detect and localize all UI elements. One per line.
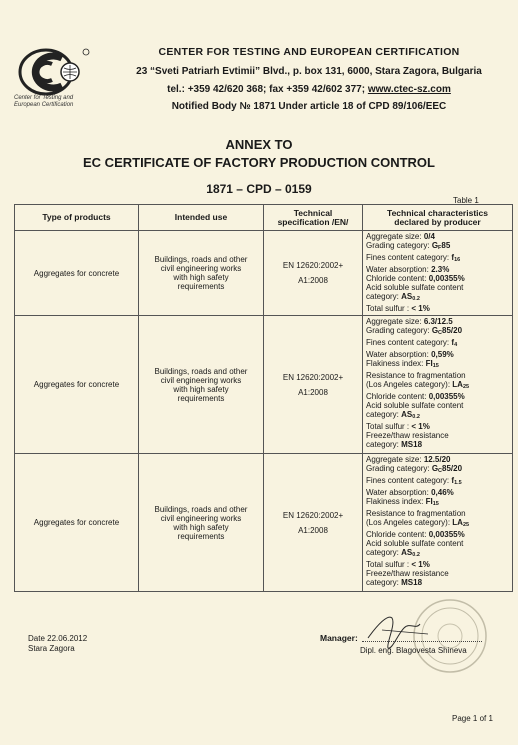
char-resistance: Resistance to fragmentation <box>366 371 466 380</box>
org-address: 23 “Sveti Patriarh Evtimii” Blvd., p. box 131, 6000, Stara Zagora, Bulgaria <box>136 66 482 77</box>
manager-signature <box>358 604 448 652</box>
header-char-line-1: Technical characteristics <box>387 207 488 218</box>
char-water: Water absorption: 2.3% <box>366 265 450 274</box>
char-la: (Los Angeles category): LA25 <box>366 518 470 528</box>
logo-caption-line-1: Center for Testing and <box>14 95 74 101</box>
page-number: Page 1 of 1 <box>452 714 493 723</box>
website-link[interactable]: www.ctec-sz.com <box>367 84 451 95</box>
char-fines: Fines content category: f1.5 <box>366 476 462 486</box>
logo-caption <box>14 95 73 109</box>
spec-line-2: A1:2008 <box>298 387 328 397</box>
spec-cell <box>264 231 363 316</box>
org-name: CENTER FOR TESTING AND EUROPEAN CERTIFICATION <box>158 46 460 58</box>
char-sulfur: Total sulfur : < 1% <box>366 560 430 569</box>
use-line: requirements <box>177 282 225 291</box>
use-line: civil engineering works <box>160 513 242 523</box>
header-spec-line-2: specification /EN/ <box>277 216 349 227</box>
spec-cell <box>264 454 363 592</box>
contact-phone-fax: tel.: +359 42/620 368; fax +359 42/602 377; <box>167 84 368 95</box>
char-aggregate-size: Aggregate size: 12.5/20 <box>366 455 451 464</box>
annex-title: ANNEX TO <box>225 137 293 152</box>
intended-use-cell <box>139 316 264 454</box>
spec-line-1: EN 12620:2002+ <box>282 510 344 520</box>
char-chloride: Chloride content: 0,00355% <box>366 274 465 283</box>
characteristics-cell <box>363 454 513 592</box>
issue-date: Date 22.06.2012 <box>28 634 88 643</box>
products-table <box>14 204 513 592</box>
char-freeze: Freeze/thaw resistance <box>366 431 449 440</box>
char-aggregate-size: Aggregate size: 6.3/12.5 <box>366 317 453 326</box>
characteristics-cell <box>363 316 513 454</box>
char-chloride: Chloride content: 0,00355% <box>366 530 465 539</box>
use-line: with high safety <box>173 273 229 282</box>
char-water: Water absorption: 0,46% <box>366 488 454 497</box>
char-grading: Grading category: GC85/20 <box>366 326 463 336</box>
char-freeze-cat: category: MS18 <box>366 578 423 587</box>
table-row <box>15 231 513 316</box>
logo-caption-line-2: European Certification <box>14 102 74 108</box>
notified-body: Notified Body № 1871 Under article 18 of CPD 89/106/EEC <box>171 101 447 112</box>
spec-line-1: EN 12620:2002+ <box>282 261 344 270</box>
spec-line-1: EN 12620:2002+ <box>282 372 344 382</box>
use-line: requirements <box>177 393 225 403</box>
char-water: Water absorption: 0,59% <box>366 350 454 359</box>
spec-cell <box>264 316 363 454</box>
issue-date-block <box>28 634 87 654</box>
use-line: civil engineering works <box>160 375 242 385</box>
table-header-row <box>15 205 513 231</box>
table-row <box>15 454 513 592</box>
use-line: Buildings, roads and other <box>154 504 248 514</box>
header-spec-line-1: Technical <box>293 207 333 218</box>
use-line: requirements <box>177 531 225 541</box>
char-aggregate-size: Aggregate size: 0/4 <box>366 232 435 241</box>
char-acid-2: category: AS0.2 <box>366 292 420 302</box>
use-line: Buildings, roads and other <box>154 255 248 264</box>
header-spec <box>264 205 363 231</box>
spec-line-2: A1:2008 <box>298 276 328 285</box>
header-type: Type of products <box>15 205 139 231</box>
char-sulfur: Total sulfur : < 1% <box>366 422 430 431</box>
product-type-cell: Aggregates for concrete <box>15 231 139 316</box>
char-grading: Grading category: GF85 <box>366 241 451 251</box>
use-line: with high safety <box>173 384 229 394</box>
org-contact <box>100 84 518 95</box>
use-line: civil engineering works <box>160 264 242 273</box>
intended-use-cell <box>139 231 264 316</box>
char-flakiness: Flakiness index: FI15 <box>366 359 439 369</box>
spec-line-2: A1:2008 <box>298 525 328 535</box>
char-la: (Los Angeles category): LA25 <box>366 380 470 390</box>
char-flakiness: Flakiness index: FI15 <box>366 497 439 507</box>
char-acid-1: Acid soluble sulfate content <box>366 539 464 548</box>
char-acid-1: Acid soluble sulfate content <box>366 401 464 410</box>
char-sulfur: Total sulfur : < 1% <box>366 304 430 313</box>
manager-name: Dipl. eng. Blagovesta Shineva <box>360 646 467 655</box>
use-line: Buildings, roads and other <box>154 366 248 376</box>
char-acid-2: category: AS0.2 <box>366 548 420 558</box>
header-use: Intended use <box>139 205 264 231</box>
char-freeze: Freeze/thaw resistance <box>366 569 449 578</box>
header-characteristics <box>363 205 513 231</box>
characteristics-cell <box>363 231 513 316</box>
manager-label: Manager: <box>320 633 358 643</box>
header-char-line-2: declared by producer <box>394 216 481 227</box>
product-type-cell: Aggregates for concrete <box>15 316 139 454</box>
char-grading: Grading category: GC85/20 <box>366 464 463 474</box>
table-row <box>15 316 513 454</box>
certificate-title: EC CERTIFICATE OF FACTORY PRODUCTION CONTROL <box>83 155 435 170</box>
char-chloride: Chloride content: 0,00355% <box>366 392 465 401</box>
char-fines: Fines content category: f16 <box>366 253 461 263</box>
char-acid-1: Acid soluble sulfate content <box>366 283 464 292</box>
intended-use-cell <box>139 454 264 592</box>
issue-place: Stara Zagora <box>28 644 75 653</box>
char-fines: Fines content category: f4 <box>366 338 458 348</box>
char-acid-2: category: AS0.2 <box>366 410 420 420</box>
use-line: with high safety <box>173 522 229 532</box>
char-freeze-cat: category: MS18 <box>366 440 423 449</box>
product-type-cell: Aggregates for concrete <box>15 454 139 592</box>
table-label: Table 1 <box>453 196 479 205</box>
signature-line <box>362 641 482 642</box>
certificate-number: 1871 – CPD – 0159 <box>206 182 312 196</box>
char-resistance: Resistance to fragmentation <box>366 509 466 518</box>
